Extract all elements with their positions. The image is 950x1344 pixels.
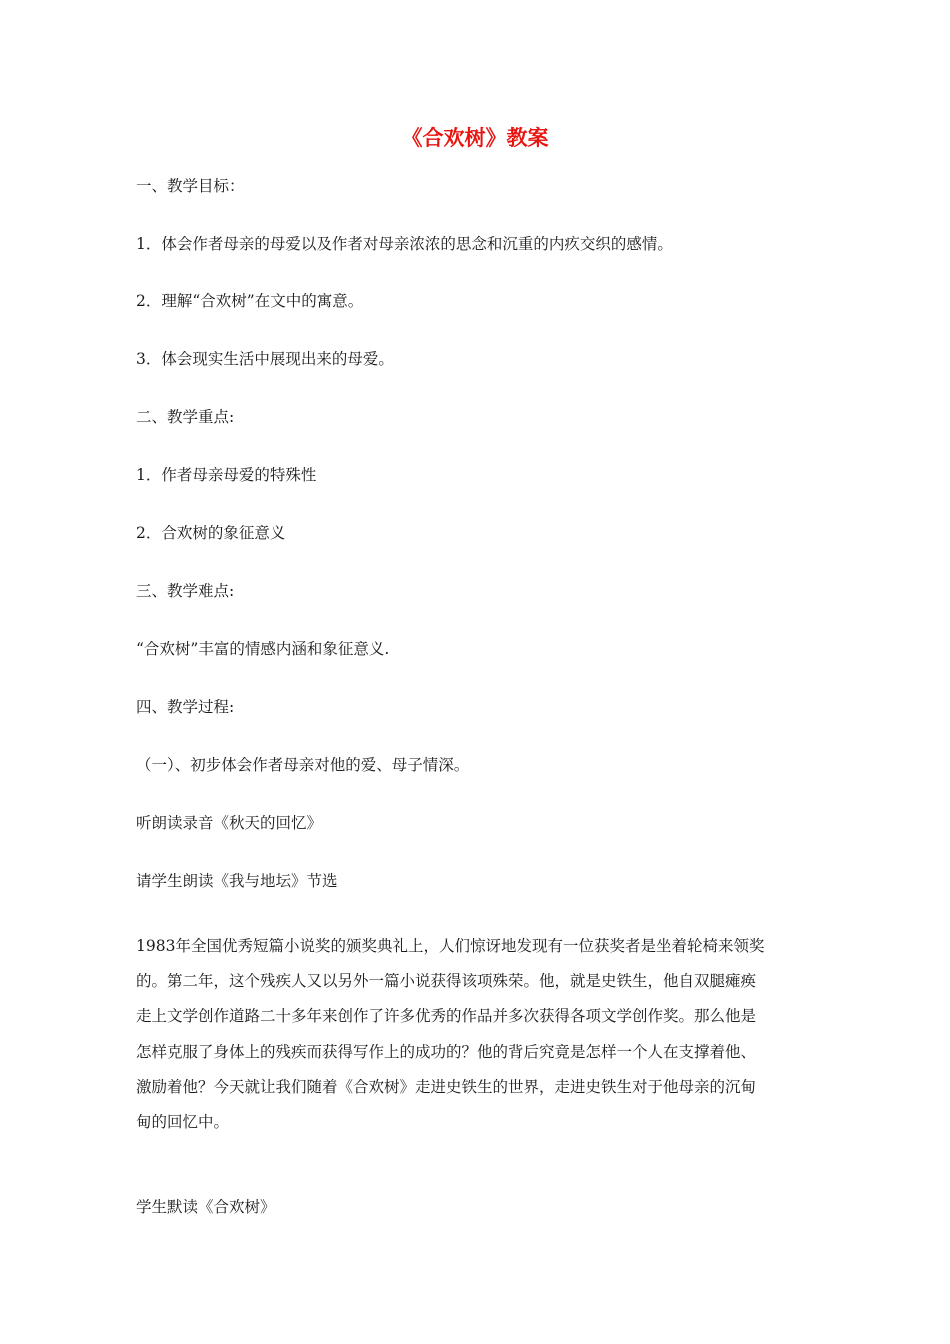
objective-item-3: 3．体会现实生活中展现出来的母爱。 [136, 350, 394, 368]
section-heading-key-points: 二、教学重点: [136, 408, 235, 426]
process-step-listen: 听朗读录音《秋天的回忆》 [136, 814, 323, 832]
process-subheading-1: （一）、初步体会作者母亲对他的爱、母子情深。 [136, 756, 470, 774]
paragraph-line: 甸的回忆中。 [136, 1113, 230, 1132]
process-step-silent-read: 学生默读《合欢树》 [136, 1198, 276, 1216]
document-title: 《合欢树》教案 [401, 126, 549, 150]
process-step-read-aloud: 请学生朗读《我与地坛》节选 [136, 872, 338, 890]
paragraph-line: 激励着他？今天就让我们随着《合欢树》走进史铁生的世界，走进史铁生对于他母亲的沉甸 [136, 1077, 757, 1096]
objective-item-2: 2．理解“合欢树”在文中的寓意。 [136, 292, 364, 310]
paragraph-line: 1983年全国优秀短篇小说奖的颁奖典礼上，人们惊讶地发现有一位获奖者是坐着轮椅来领奖 [136, 937, 765, 955]
key-point-item-1: 1．作者母亲母爱的特殊性 [136, 466, 317, 484]
difficulty-item: “合欢树”丰富的情感内涵和象征意义. [136, 640, 390, 658]
section-heading-objectives: 一、教学目标： [136, 177, 245, 195]
objective-item-1: 1．体会作者母亲的母爱以及作者对母亲浓浓的思念和沉重的内疚交织的感情。 [136, 235, 673, 253]
key-point-item-2: 2．合欢树的象征意义 [136, 524, 286, 542]
paragraph-line: 怎样克服了身体上的残疾而获得写作上的成功的？他的背后究竟是怎样一个人在支撑着他、 [136, 1042, 757, 1061]
paragraph-line: 的。第二年，这个残疾人又以另外一篇小说获得该项殊荣。他，就是史铁生，他自双腿瘫痪 [136, 972, 757, 991]
intro-paragraph [136, 929, 816, 1140]
section-heading-difficulties: 三、教学难点: [136, 582, 235, 600]
section-heading-process: 四、教学过程: [136, 698, 235, 716]
paragraph-line: 走上文学创作道路二十多年来创作了许多优秀的作品并多次获得各项文学创作奖。那么他是 [136, 1007, 757, 1026]
